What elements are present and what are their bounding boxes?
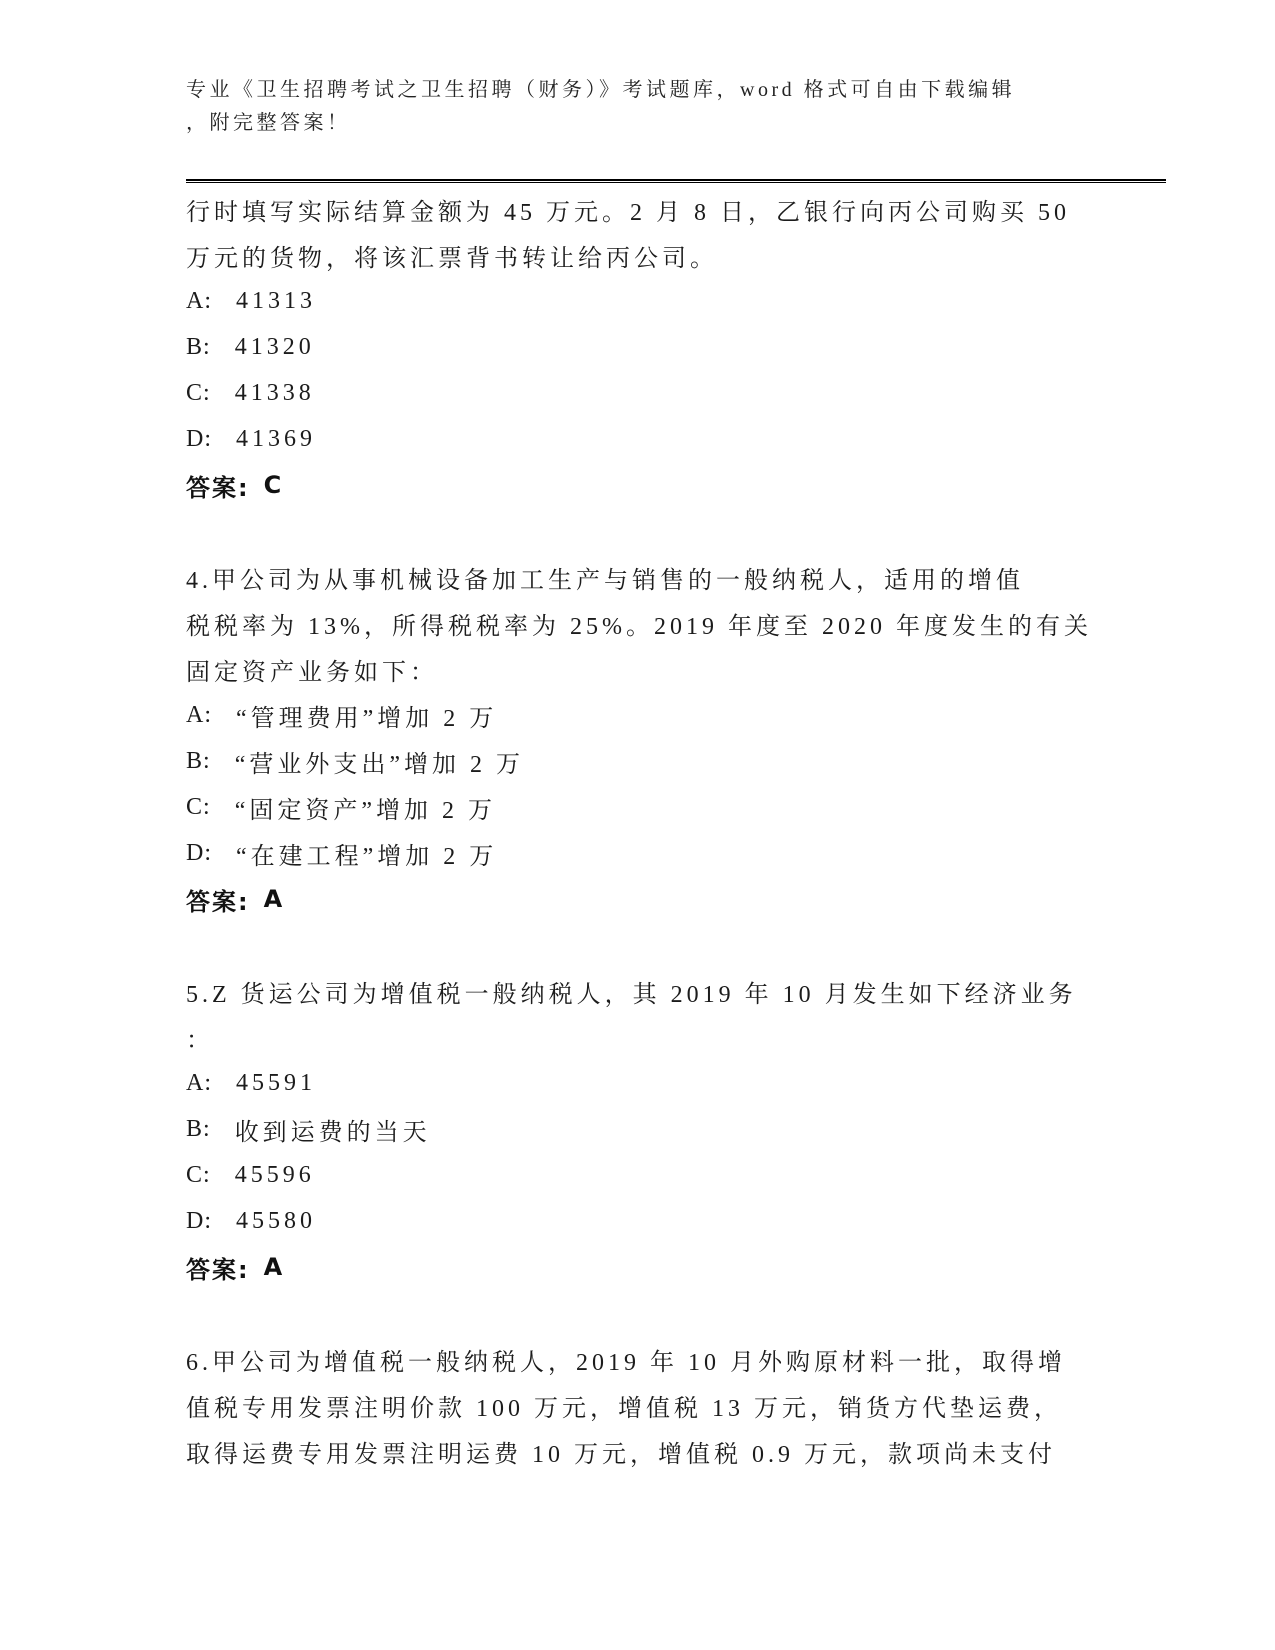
question-stem-line: ： bbox=[186, 1027, 214, 1054]
header-divider bbox=[186, 179, 1166, 183]
option-label: A: bbox=[186, 1069, 212, 1096]
option-row bbox=[186, 738, 1176, 784]
option-row bbox=[186, 1106, 1176, 1152]
question-block-6 bbox=[186, 1336, 1176, 1474]
option-row bbox=[186, 784, 1176, 830]
option-text: “营业外支出”增加 2 万 bbox=[234, 751, 524, 778]
option-label: C: bbox=[186, 1161, 211, 1188]
question-block-4 bbox=[186, 554, 1176, 922]
header-line-1: 专业《卫生招聘考试之卫生招聘（财务）》考试题库，word 格式可自由下载编辑 bbox=[186, 79, 1016, 101]
option-row bbox=[186, 370, 1176, 416]
question-stem-line: 万元的货物，将该汇票背书转让给丙公司。 bbox=[186, 245, 718, 272]
question-stem-line: 行时填写实际结算金额为 45 万元。2 月 8 日，乙银行向丙公司购买 50 bbox=[186, 199, 1070, 226]
option-row bbox=[186, 278, 1176, 324]
option-row bbox=[186, 1198, 1176, 1244]
question-stem-line: 固定资产业务如下： bbox=[186, 659, 438, 686]
answer-line bbox=[186, 876, 1176, 922]
answer-line bbox=[186, 462, 1176, 508]
document-body bbox=[186, 186, 1176, 1474]
option-row bbox=[186, 1060, 1176, 1106]
question-stem-line: 取得运费专用发票注明运费 10 万元，增值税 0.9 万元，款项尚未支付 bbox=[186, 1441, 1056, 1468]
option-label: C: bbox=[186, 793, 211, 820]
block-gap bbox=[186, 1290, 1176, 1336]
option-text: “固定资产”增加 2 万 bbox=[234, 797, 496, 824]
question-stem-line: 值税专用发票注明价款 100 万元，增值税 13 万元，销货方代垫运费， bbox=[186, 1395, 1062, 1422]
option-row bbox=[186, 1152, 1176, 1198]
option-text: 收到运费的当天 bbox=[234, 1119, 431, 1146]
option-text: 41313 bbox=[236, 287, 316, 314]
answer-label: 答案: bbox=[186, 473, 250, 502]
option-text: “在建工程”增加 2 万 bbox=[236, 843, 498, 870]
answer-label: 答案: bbox=[186, 1255, 250, 1284]
option-text: 41320 bbox=[234, 333, 315, 360]
option-text: 41369 bbox=[236, 425, 316, 452]
question-stem-line: 4.甲公司为从事机械设备加工生产与销售的一般纳税人，适用的增值 bbox=[186, 567, 1024, 594]
option-text: “管理费用”增加 2 万 bbox=[236, 705, 498, 732]
answer-value: A bbox=[263, 885, 285, 913]
question-block-5 bbox=[186, 968, 1176, 1290]
option-row bbox=[186, 324, 1176, 370]
question-block-3-continuation bbox=[186, 186, 1176, 508]
option-label: C: bbox=[186, 379, 211, 406]
answer-label: 答案: bbox=[186, 887, 250, 916]
option-label: D: bbox=[186, 1207, 212, 1234]
option-label: B: bbox=[186, 747, 211, 774]
block-gap bbox=[186, 508, 1176, 554]
block-gap bbox=[186, 922, 1176, 968]
option-text: 45591 bbox=[236, 1069, 316, 1096]
option-label: D: bbox=[186, 839, 212, 866]
option-row bbox=[186, 416, 1176, 462]
header-line-2: ，附完整答案！ bbox=[186, 112, 351, 134]
question-stem-line: 6.甲公司为增值税一般纳税人，2019 年 10 月外购原材料一批，取得增 bbox=[186, 1349, 1066, 1376]
answer-value: A bbox=[263, 1253, 285, 1281]
question-stem-line: 5.Z 货运公司为增值税一般纳税人，其 2019 年 10 月发生如下经济业务 bbox=[186, 981, 1077, 1008]
option-label: A: bbox=[186, 701, 212, 728]
document-header bbox=[186, 74, 1166, 140]
option-row bbox=[186, 830, 1176, 876]
option-text: 41338 bbox=[234, 379, 315, 406]
option-text: 45596 bbox=[234, 1161, 315, 1188]
option-row bbox=[186, 692, 1176, 738]
question-stem-line: 税税率为 13%，所得税税率为 25%。2019 年度至 2020 年度发生的有关 bbox=[186, 613, 1092, 640]
option-text: 45580 bbox=[236, 1207, 316, 1234]
option-label: A: bbox=[186, 287, 212, 314]
option-label: D: bbox=[186, 425, 212, 452]
option-label: B: bbox=[186, 1115, 211, 1142]
answer-value: C bbox=[263, 471, 284, 499]
option-label: B: bbox=[186, 333, 211, 360]
answer-line bbox=[186, 1244, 1176, 1290]
